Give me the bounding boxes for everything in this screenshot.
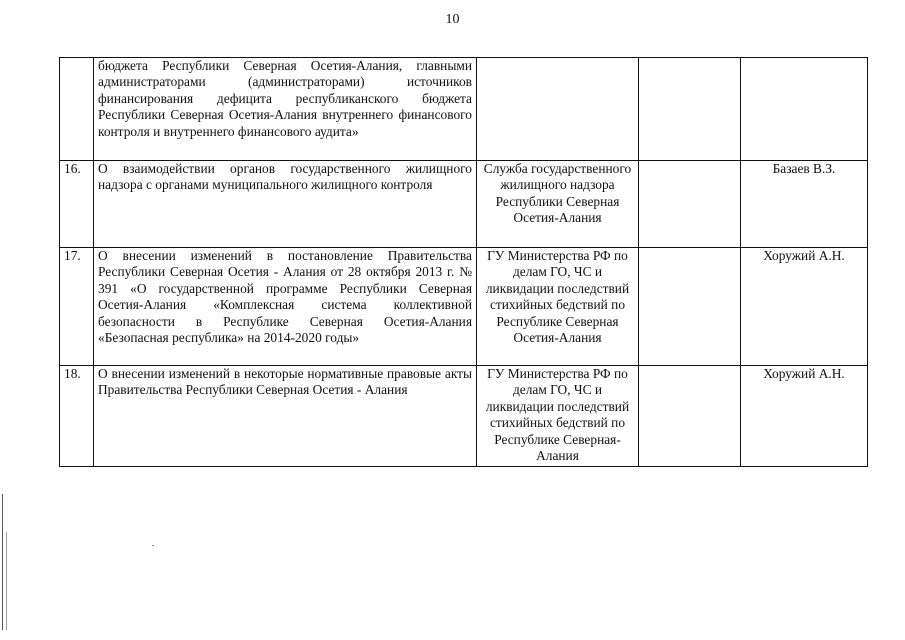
row-title: О внесении изменений в некоторые нормативные правовые акты Правительства Республики Северная Осетия - Алания [94, 366, 477, 467]
row-title: О внесении изменений в постановление Правительства Республики Северная Осетия - Алания от 28 октября 2013 г. № 391 «О государственной программе Республики Северная Осетия-Алания «Комплексная система коллективной безопасности в Республике Северная Осетия-Алания «Безопасная республика» на 2014-2020 годы» [94, 248, 477, 366]
row-responsible: Хоружий А.Н. [741, 366, 868, 467]
scan-speck [152, 545, 154, 546]
row-responsible: Базаев В.З. [741, 161, 868, 248]
table-row [60, 248, 868, 366]
row-responsible: Хоружий А.Н. [741, 248, 868, 366]
row-responsible [741, 58, 868, 161]
row-number: 17. [60, 248, 94, 366]
row-title: О взаимодействии органов государственного жилищного надзора с органами муниципального жилищного контроля [94, 161, 477, 248]
table-row [60, 161, 868, 248]
agenda-table [59, 57, 868, 467]
row-date [639, 248, 741, 366]
scan-edge-line [6, 532, 7, 630]
row-date [639, 366, 741, 467]
row-number: 18. [60, 366, 94, 467]
row-date [639, 58, 741, 161]
table-row [60, 58, 868, 161]
row-date [639, 161, 741, 248]
page-number: 10 [445, 12, 460, 27]
row-organization: ГУ Министерства РФ по делам ГО, ЧС и ликвидации последствий стихийных бедствий по Республике Северная Осетия-Алания [477, 248, 639, 366]
row-organization: Служба государственного жилищного надзора Республики Северная Осетия-Алания [477, 161, 639, 248]
row-organization [477, 58, 639, 161]
row-number [60, 58, 94, 161]
row-title: бюджета Республики Северная Осетия-Алания, главными администраторами (администраторами) источников финансирования дефицита республиканского бюджета Республики Северная Осетия-Алания внутреннего финансового контроля и внутреннего финансового аудита» [94, 58, 477, 161]
row-number: 16. [60, 161, 94, 248]
scan-edge-line [2, 494, 3, 630]
row-organization: ГУ Министерства РФ по делам ГО, ЧС и ликвидации последствий стихийных бедствий по Республике Северная-Алания [477, 366, 639, 467]
table-row [60, 366, 868, 467]
